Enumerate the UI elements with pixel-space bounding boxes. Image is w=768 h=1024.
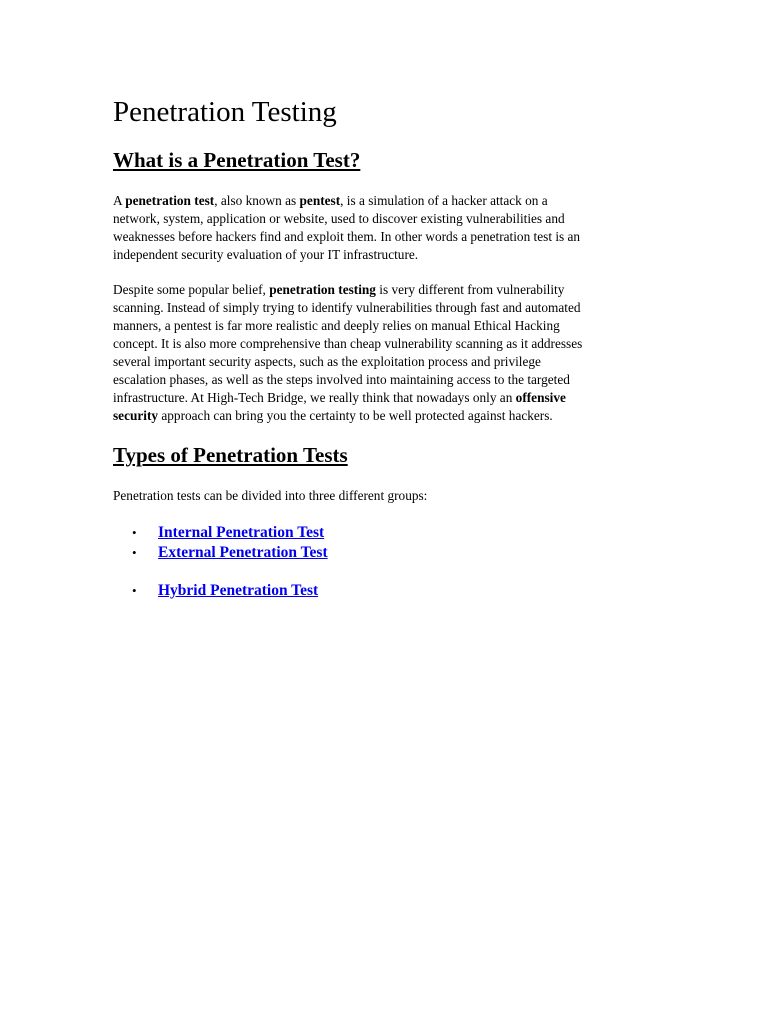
paragraph-line: scanning. Instead of simply trying to identify vulnerabilities through fast and automated (113, 300, 581, 315)
paragraph-line (113, 281, 653, 299)
link-hybrid-penetration-test[interactable]: Hybrid Penetration Test (158, 582, 319, 599)
text-run: , is a simulation of a hacker attack on a (340, 193, 548, 208)
paragraph-line (113, 192, 653, 210)
text-run: is very different from vulnerability (375, 282, 565, 297)
text-run: , also known as (214, 193, 300, 208)
bold-term: penetration test (125, 193, 215, 208)
paragraph-line: weaknesses before hackers find and exploit them. In other words a penetration test is an (113, 229, 581, 244)
paragraph-line: independent security evaluation of your IT infrastructure. (113, 247, 419, 262)
link-external-penetration-test[interactable]: External Penetration Test (158, 544, 328, 561)
bold-term: pentest (299, 193, 341, 208)
paragraph-definition (113, 192, 653, 264)
bold-term: penetration testing (269, 282, 376, 297)
bullet-icon: • (132, 545, 137, 560)
paragraph-line: escalation phases, as well as the steps involved into maintaining access to the targeted (113, 372, 570, 387)
paragraph-line: manners, a pentest is far more realistic and deeply relies on manual Ethical Hacking (113, 318, 560, 333)
paragraph-line: several important security aspects, such as the exploitation process and privilege (113, 354, 541, 369)
bullet-icon: • (132, 583, 137, 598)
text-run: A (113, 193, 126, 208)
paragraph-line (113, 389, 653, 407)
paragraph-line: concept. It is also more comprehensive than cheap vulnerability scanning as it addresses (113, 336, 583, 351)
section-heading-what-is: What is a Penetration Test? (113, 148, 361, 172)
link-internal-penetration-test[interactable]: Internal Penetration Test (158, 524, 325, 541)
paragraph-line: network, system, application or website, used to discover existing vulnerabilities and (113, 211, 565, 226)
paragraph-line (113, 407, 653, 425)
section-heading-types: Types of Penetration Tests (113, 443, 348, 467)
paragraph-comparison (113, 281, 653, 425)
bold-term: offensive (515, 390, 566, 405)
bullet-icon: • (132, 525, 137, 540)
text-run: approach can bring you the certainty to be well protected against hackers. (158, 408, 553, 423)
text-run: infrastructure. At High-Tech Bridge, we really think that nowadays only an (113, 390, 516, 405)
page-title: Penetration Testing (113, 96, 337, 128)
bold-term: security (113, 408, 159, 423)
paragraph-intro-groups: Penetration tests can be divided into three different groups: (113, 488, 428, 503)
text-run: Despite some popular belief, (113, 282, 270, 297)
